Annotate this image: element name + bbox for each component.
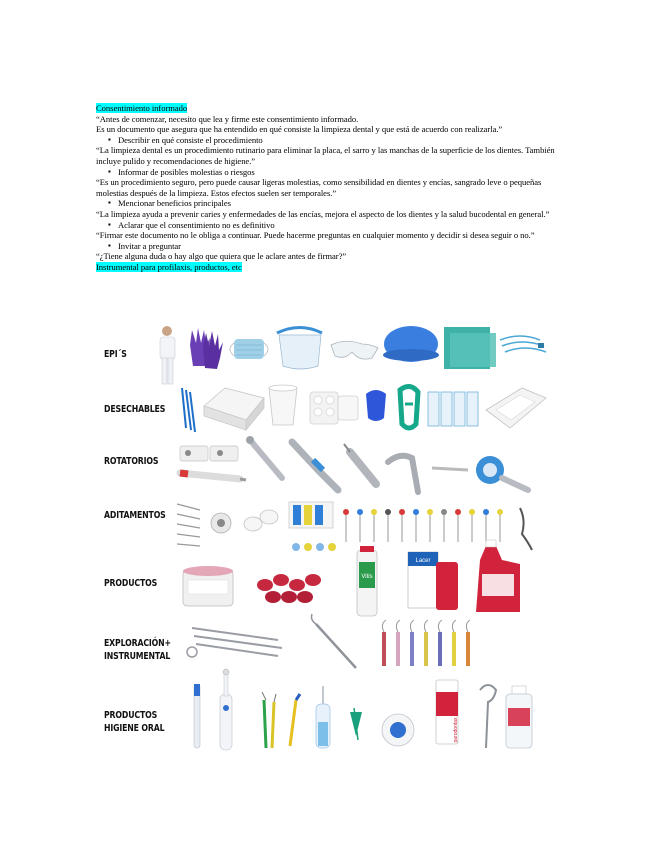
interdental-brush-angled-image xyxy=(290,694,300,746)
bullet-1-quote: “La limpieza dental es un procedimiento rutinario para eliminar la placa, el sarro y las manchas de la superficie de los dientes. También incluye pulido y recomendaciones de higiene.” xyxy=(96,145,555,166)
label-higiene-line1: PRODUCTOS xyxy=(104,710,158,721)
label-exploracion-line2: INSTRUMENTAL xyxy=(104,651,171,662)
label-productos: PRODUCTOS xyxy=(104,578,158,589)
floss-dispenser-image xyxy=(382,714,414,746)
title-instrumental: Instrumental para profilaxis, productos, etc xyxy=(96,261,242,272)
bullet-5: ▪ Invitar a preguntar xyxy=(96,241,566,252)
bullet-3: ▪ Mencionar beneficios principales xyxy=(96,198,566,209)
bullet-4-quote: “Firmar este documento no le obliga a continuar. Puede hacerme preguntas en cualquier momento y decidir si desea seguir o no.” xyxy=(96,230,535,241)
interdental-brushes-image xyxy=(262,692,276,748)
label-exploracion-line1: EXPLORACIÓN+ xyxy=(104,638,171,649)
caries-brand-label: Vitis xyxy=(361,574,373,580)
water-flosser-image xyxy=(316,686,330,748)
bullet-2-quote: “Es un procedimiento seguro, pero puede causar ligeras molestias, como sensibilidad en dientes y encías, sangrado leve o pequeñas molestias después de la limpieza. Estos efectos suelen ser temporales.” xyxy=(96,177,542,198)
bullet-5-quote: “¿Tiene alguna duda o hay algo que quiera que le aclare antes de firmar?” xyxy=(96,251,347,262)
parodontax-brand-label: parodontax xyxy=(453,717,459,743)
bullet-1: ▪ Describir en qué consiste el procedimiento xyxy=(96,135,566,146)
label-higiene-line2: HIGIENE ORAL xyxy=(104,723,165,734)
bullet-4: ▪ Aclarar que el consentimiento no es definitivo xyxy=(96,220,566,231)
label-desechables: DESECHABLES xyxy=(104,404,166,415)
intro-desc: Es un documento que asegura que ha entendido en qué consiste la limpieza dental y que está de acuerdo con realizarla.” xyxy=(96,124,503,135)
bullet-3-quote: “La limpieza ayuda a prevenir caries y enfermedades de las encías, mejora el aspecto de los dientes y la salud bucodental en general.” xyxy=(96,208,550,219)
toothpaste-image xyxy=(436,680,459,744)
label-epis: EPI´S xyxy=(104,349,127,360)
mouthwash-bottle-image xyxy=(506,686,532,748)
tongue-scraper-image xyxy=(480,685,496,748)
label-rotatorios: ROTATORIOS xyxy=(104,456,159,467)
lacer-brand-label: Lacer xyxy=(415,558,431,564)
intro-quote: “Antes de comenzar, necesito que lea y firme este consentimiento informado. xyxy=(96,113,359,124)
floss-pick-image xyxy=(350,708,362,740)
title-consent: Consentimiento informado xyxy=(96,103,188,113)
label-aditamentos: ADITAMENTOS xyxy=(104,510,166,521)
bullet-2: ▪ Informar de posibles molestias o riesgos xyxy=(96,167,566,178)
electric-toothbrush-image xyxy=(220,669,232,750)
manual-toothbrush-image xyxy=(194,684,200,748)
